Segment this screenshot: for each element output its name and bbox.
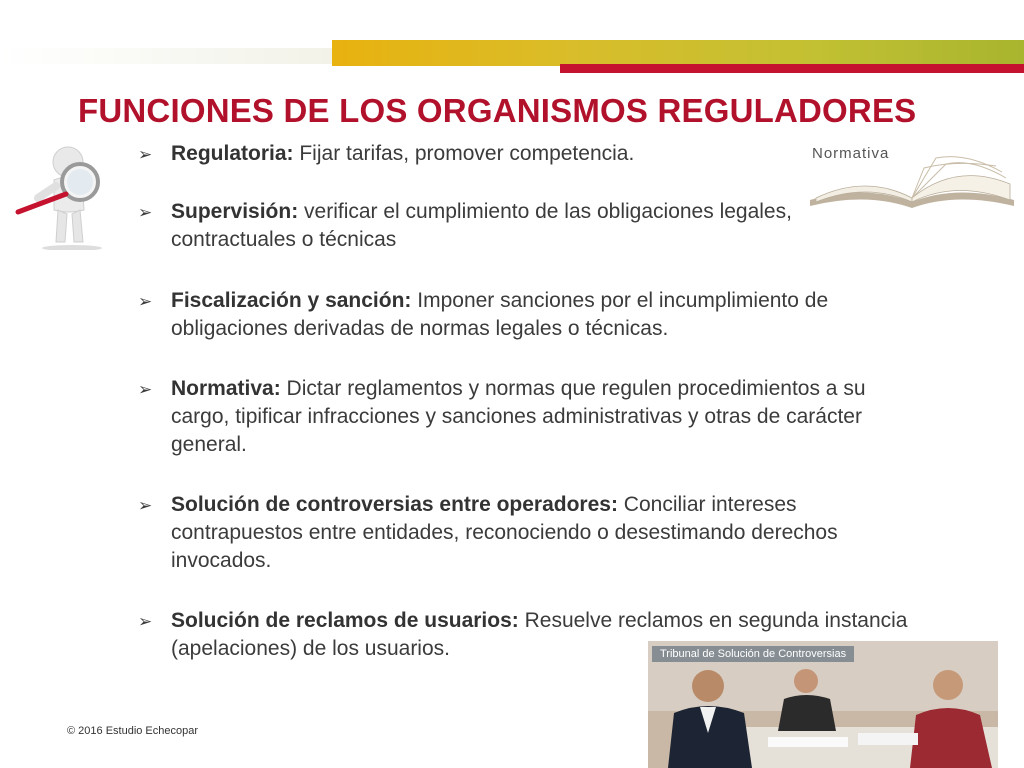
list-item [138, 198, 908, 254]
slide-title: FUNCIONES DE LOS ORGANISMOS REGULADORES [78, 92, 917, 129]
magnifier-figure-icon [10, 140, 110, 250]
list-item [138, 140, 908, 168]
bullet-label: Normativa: [171, 377, 281, 400]
list-item [138, 287, 908, 343]
bullet-text: Dictar reglamentos y normas que regulen procedimientos a su cargo, tipificar infracciones y sanciones administrativas y otras de carácter general. [171, 377, 866, 456]
book-label: Normativa [812, 145, 890, 162]
bullet-label: Solución de reclamos de usuarios: [171, 609, 519, 632]
bullet-arrow-icon: ➢ [138, 292, 153, 311]
bullet-arrow-icon: ➢ [138, 496, 153, 515]
bullet-arrow-icon: ➢ [138, 203, 153, 222]
bullet-arrow-icon: ➢ [138, 380, 153, 399]
footer-copyright: © 2016 Estudio Echecopar [67, 725, 199, 737]
bullet-arrow-icon: ➢ [138, 145, 153, 164]
bullet-label: Regulatoria: [171, 142, 294, 165]
bullet-label: Supervisión: [171, 200, 299, 223]
list-item [138, 375, 908, 459]
function-list [138, 140, 908, 663]
bullet-text: Imponer sanciones por el incumplimiento de obligaciones derivadas de normas legales o técnicas. [171, 289, 829, 340]
bullet-text: Fijar tarifas, promover competencia. [293, 142, 635, 165]
bullet-label: Solución de controversias entre operadores: [171, 493, 618, 516]
photo-caption: Tribunal de Solución de Controversias [652, 646, 854, 662]
bullet-text: Conciliar intereses contrapuestos entre entidades, reconociendo o desestimando derechos invocados. [171, 493, 838, 572]
header-bar-red [560, 64, 1024, 73]
bullet-text: verificar el cumplimiento de las obligaciones legales, contractuales o técnicas [171, 200, 792, 251]
bullet-label: Fiscalización y sanción: [171, 289, 412, 312]
list-item [138, 491, 908, 575]
bullet-arrow-icon: ➢ [138, 612, 153, 631]
tribunal-photo [648, 641, 998, 768]
bullet-text: Resuelve reclamos en segunda instancia (apelaciones) de los usuarios. [171, 609, 908, 660]
header-bar-gold [332, 40, 1024, 66]
